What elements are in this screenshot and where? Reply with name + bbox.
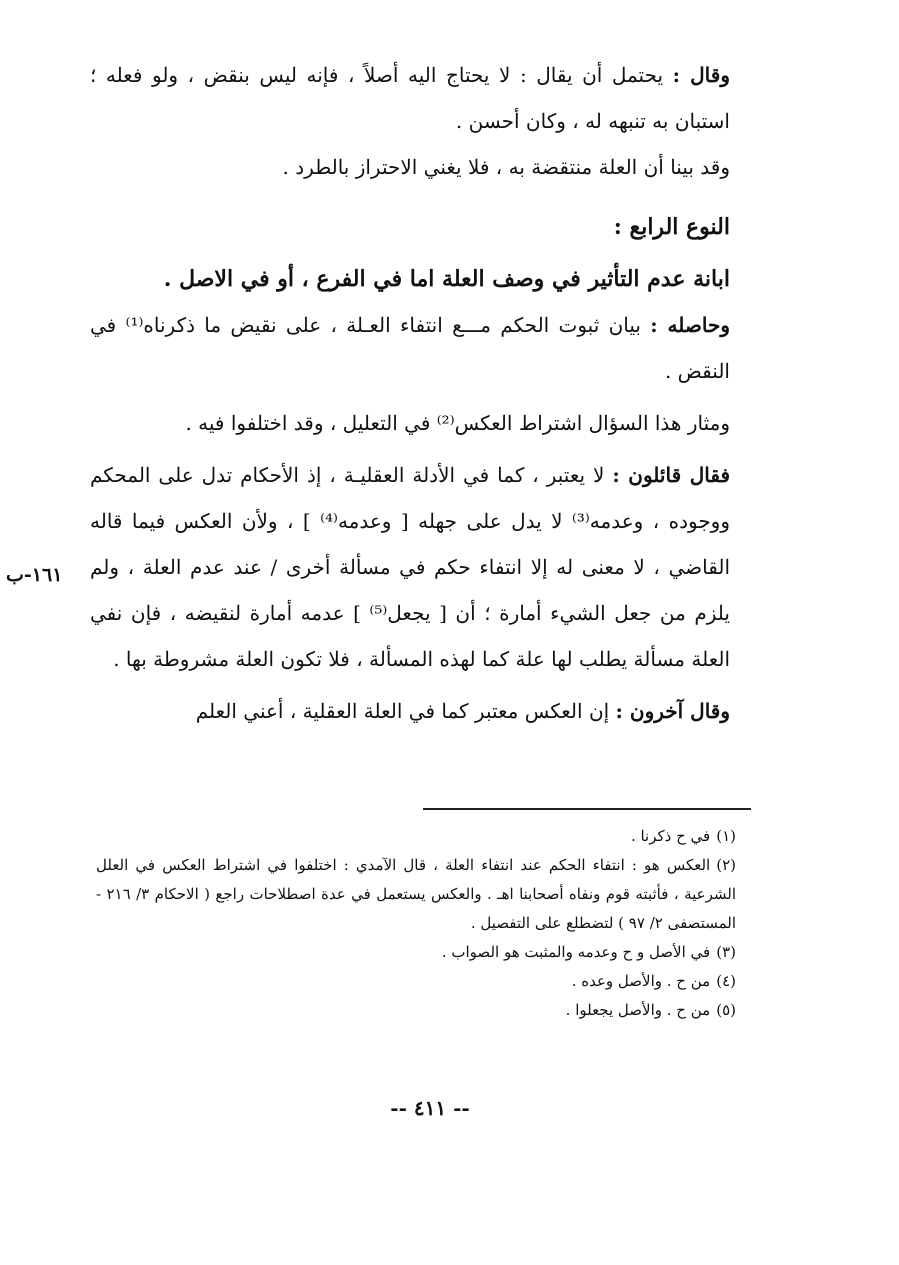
footnote-2-text: العكس هو : انتفاء الحكم عند انتفاء العلة ، قال الآمدي : اختلفوا في اشتراط العكس في العلل الشرعية ، فأثبته قوم ونفاه أصحابنا اهـ . والعكس يستعمل في عدة اصطلاحات راجع ( الاحكام ٣/ ٢١٦ - المستصفى ٢/ ٩٧ ) لتضطلع على التفصيل . <box>96 856 736 932</box>
paragraph-1 <box>90 52 730 144</box>
paragraph-1-text: يحتمل أن يقال : لا يحتاج اليه أصلاً ، فإنه ليس بنقض ، ولو فعله ؛ استبان به تنبهه له ، وكان أحسن . <box>90 63 730 133</box>
footnote-4 <box>96 967 736 996</box>
paragraph-3-lead: وحاصله : <box>650 313 730 337</box>
footnotes <box>96 822 736 1025</box>
paragraph-6 <box>90 688 730 734</box>
footnote-1 <box>96 822 736 851</box>
paragraph-1-lead: وقال : <box>672 63 730 87</box>
paragraph-5-text: لا يعتبر ، كما في الأدلة العقليـة ، إذ الأحكام تدل على المحكم ووجوده ، وعدمه⁽³⁾ لا يدل على جهله [ وعدمه⁽⁴⁾ ] ، ولأن العكس فيما قاله القاضي ، لا معنى له إلا انتفاء حكم في مسألة أخرى / عند عدم العلة ، ولم يلزم من جعل الشيء أمارة ؛ أن [ يجعل⁽⁵⁾ ] عدمه أمارة لنقيضه ، فإن نفي العلة مسألة يطلب لها علة كما لهذه المسألة ، فلا تكون العلة مشروطة بها . <box>90 463 730 671</box>
footnote-1-number: (١) <box>716 827 736 845</box>
footnote-4-text: من ح . والأصل وعده . <box>571 972 711 990</box>
paragraph-5 <box>90 452 730 682</box>
footnote-3 <box>96 938 736 967</box>
paragraph-6-lead: وقال آخرون : <box>615 699 730 723</box>
footnote-1-text: في ح ذكرنا . <box>630 827 711 845</box>
footnote-5 <box>96 996 736 1025</box>
footnote-separator <box>423 808 751 810</box>
footnote-5-number: (٥) <box>716 1001 736 1019</box>
paragraph-5-lead: فقال قائلون : <box>612 463 730 487</box>
paragraph-3 <box>90 302 730 394</box>
footnote-5-text: من ح . والأصل يجعلوا . <box>565 1001 711 1019</box>
footnote-4-number: (٤) <box>716 972 736 990</box>
footnote-2-number: (٢) <box>716 856 736 874</box>
paragraph-6-text: إن العكس معتبر كما في العلة العقلية ، أعني العلم <box>195 699 616 723</box>
footnote-2 <box>96 851 736 938</box>
footnote-3-number: (٣) <box>716 943 736 961</box>
section-subheading: ابانة عدم التأثير في وصف العلة اما في الفرع ، أو في الاصل . <box>163 266 730 292</box>
main-text <box>90 52 730 734</box>
paragraph-3-text: بيان ثبوت الحكم مـــع انتفاء العـلة ، على نقيض ما ذكرناه⁽¹⁾ في النقض . <box>90 313 730 383</box>
paragraph-4: ومثار هذا السؤال اشتراط العكس⁽²⁾ في التعليل ، وقد اختلفوا فيه . <box>185 411 730 435</box>
page-number: -- ٤١١ -- <box>390 1096 470 1120</box>
margin-folio-note: ١٦١-ب <box>6 564 63 586</box>
footnote-3-text: في الأصل و ح وعدمه والمثبت هو الصواب . <box>441 943 711 961</box>
paragraph-2: وقد بينا أن العلة منتقضة به ، فلا يغني الاحتراز بالطرد . <box>282 155 730 179</box>
section-heading: النوع الرابع : <box>613 214 730 240</box>
